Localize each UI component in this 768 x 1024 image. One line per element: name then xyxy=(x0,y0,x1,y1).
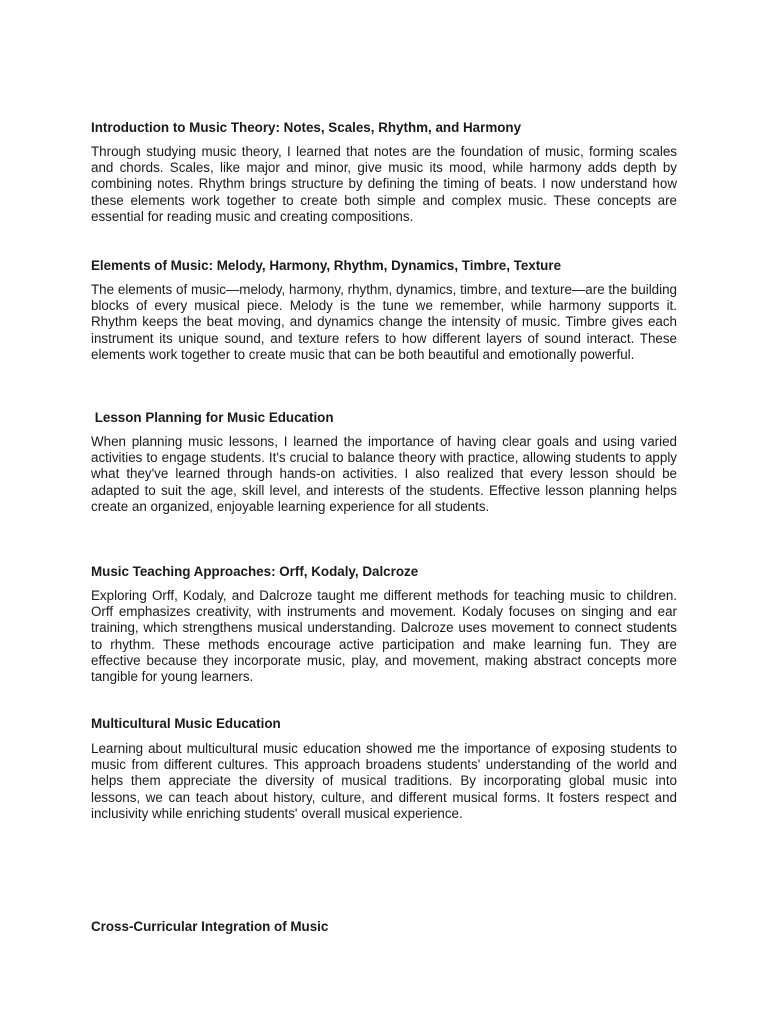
section-heading-music-theory: Introduction to Music Theory: Notes, Scales, Rhythm, and Harmony xyxy=(91,120,522,135)
section-body-music-theory: Through studying music theory, I learned that notes are the foundation of music, forming scales and chords. Scales, like major and minor, give music its mood, while harmony adds depth by combining notes. Rhythm brings structure by defining the timing of beats. I now understand how these elements work together to create both simple and complex music. These concepts are essential for reading music and creating compositions. xyxy=(91,144,677,224)
section-body-teaching-approaches: Exploring Orff, Kodaly, and Dalcroze taught me different methods for teaching music to children. Orff emphasizes creativity, with instruments and movement. Kodaly focuses on singing and ear training, which strengthens musical understanding. Dalcroze uses movement to connect students to rhythm. These methods encourage active participation and make learning fun. They are effective because they incorporate music, play, and movement, making abstract concepts more tangible for young learners. xyxy=(91,588,677,685)
section-heading-cross-curricular: Cross-Curricular Integration of Music xyxy=(91,919,329,934)
section-body-elements-of-music: The elements of music—melody, harmony, rhythm, dynamics, timbre, and texture—are the building blocks of every musical piece. Melody is the tune we remember, while harmony supports it. Rhythm keeps the beat moving, and dynamics change the intensity of music. Timbre gives each instrument its unique sound, and texture refers to how different layers of sound interact. These elements work together to create music that can be both beautiful and emotionally powerful. xyxy=(91,282,677,362)
section-heading-teaching-approaches: Music Teaching Approaches: Orff, Kodaly, Dalcroze xyxy=(91,564,419,579)
section-body-multicultural: Learning about multicultural music education showed me the importance of exposing students to music from different cultures. This approach broadens students' understanding of the world and helps them appreciate the diversity of musical traditions. By incorporating global music into lessons, we can teach about history, culture, and different musical forms. It fosters respect and inclusivity while enriching students' overall musical experience. xyxy=(91,741,677,821)
section-heading-multicultural: Multicultural Music Education xyxy=(91,716,281,731)
section-heading-elements-of-music: Elements of Music: Melody, Harmony, Rhythm, Dynamics, Timbre, Texture xyxy=(91,258,562,273)
section-heading-lesson-planning: Lesson Planning for Music Education xyxy=(91,410,334,425)
section-body-lesson-planning: When planning music lessons, I learned the importance of having clear goals and using varied activities to engage students. It's crucial to balance theory with practice, allowing students to apply what they've learned through hands-on activities. I also realized that every lesson should be adapted to suit the age, skill level, and interests of the students. Effective lesson planning helps create an organized, enjoyable learning experience for all students. xyxy=(91,434,677,514)
